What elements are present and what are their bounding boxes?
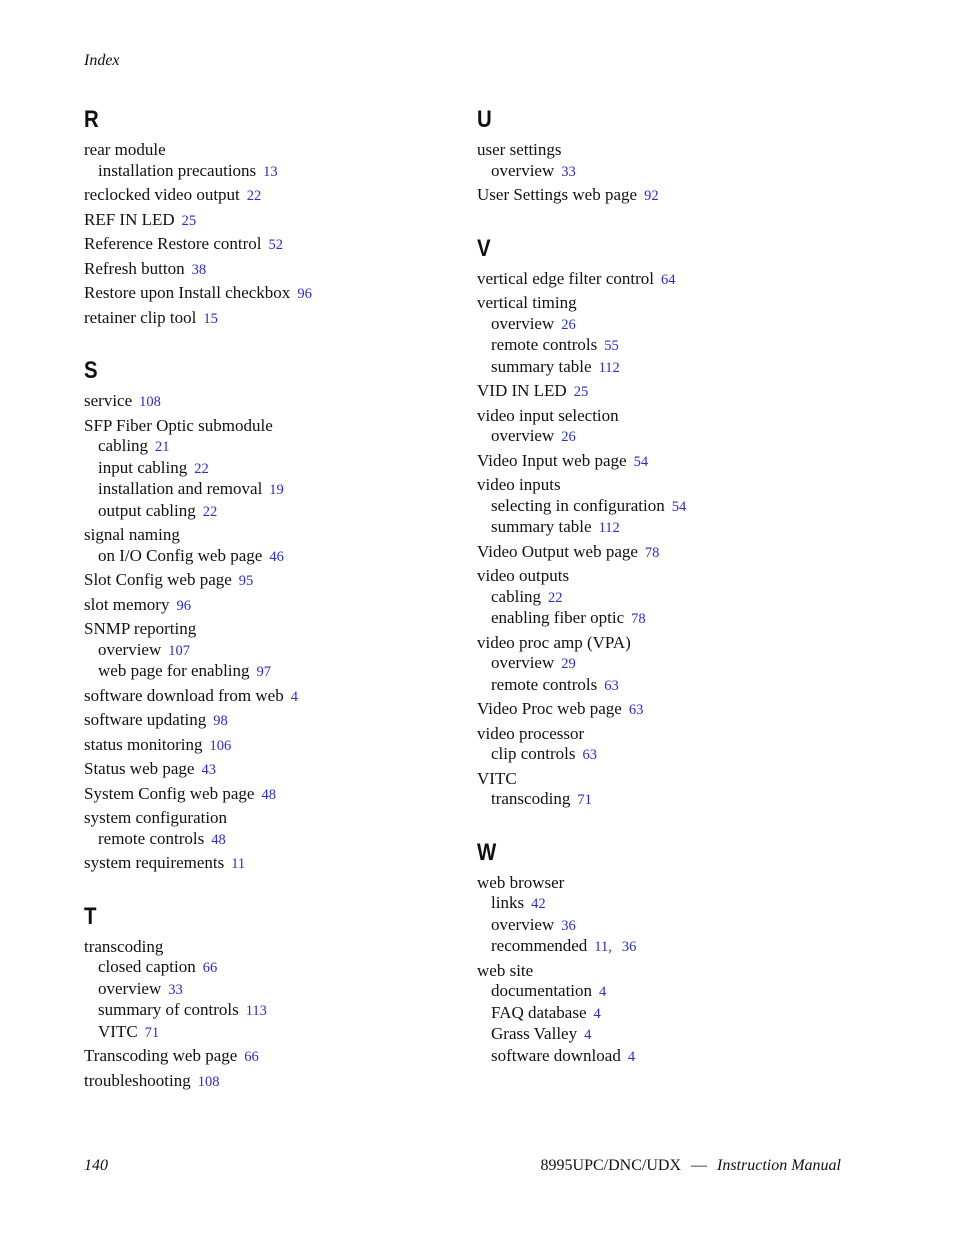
page-link[interactable]: 25 [573, 384, 589, 400]
index-entry [477, 633, 837, 697]
entry-line [84, 525, 444, 546]
entry-term: video proc amp (VPA) [477, 632, 631, 652]
subentry-line [477, 893, 837, 915]
index-section [84, 104, 444, 329]
entry-line [477, 269, 837, 291]
subentry-term: on I/O Config web page [98, 545, 263, 565]
entry-line [84, 1046, 444, 1068]
entry-line [84, 234, 444, 256]
subentry-line [477, 789, 837, 811]
page-link[interactable]: 4 [584, 1027, 592, 1043]
index-section [477, 233, 837, 811]
page-link[interactable]: 106 [209, 737, 232, 754]
page-link[interactable]: 4 [627, 1048, 636, 1065]
page-link[interactable]: 33 [168, 981, 183, 998]
page-link[interactable]: 22 [202, 503, 218, 520]
section-letter: W [477, 838, 497, 866]
subentry-term: installation precautions [98, 160, 257, 180]
index-entry [477, 566, 837, 630]
subentry-line [84, 436, 444, 458]
index-section [477, 837, 837, 1068]
entry-line [84, 686, 444, 708]
page-link[interactable]: 29 [561, 656, 576, 672]
entry-line [84, 308, 444, 330]
entry-term: Video Input web page [477, 450, 627, 470]
entry-term: Status web page [84, 759, 195, 778]
page-link[interactable]: 97 [256, 664, 272, 680]
subentry-term: summary table [491, 356, 592, 376]
index-entry [84, 710, 444, 732]
page-link[interactable]: 107 [168, 642, 191, 659]
page-link[interactable]: 46 [269, 548, 284, 565]
page-link[interactable]: 25 [181, 212, 197, 229]
entry-line [477, 140, 837, 161]
page-link[interactable]: 4 [290, 688, 298, 705]
index-entry [84, 210, 444, 232]
entry-line [477, 633, 837, 654]
page-link[interactable]: 54 [671, 498, 687, 515]
subentry-line [477, 161, 837, 183]
page-link[interactable]: 21 [155, 439, 170, 455]
page-link[interactable]: 98 [213, 713, 228, 729]
subentry-term: output cabling [98, 500, 196, 520]
subentry-term: overview [491, 426, 555, 445]
entry-line [477, 769, 837, 790]
index-entry [84, 416, 444, 523]
subentry-line [477, 587, 837, 609]
entry-term: slot memory [84, 594, 170, 614]
subentry-line [84, 640, 444, 662]
subentry-term: overview [98, 639, 162, 659]
page-link[interactable]: 26 [561, 316, 576, 333]
entry-term: Video Proc web page [477, 699, 622, 718]
page-link[interactable]: 22 [194, 460, 209, 477]
index-entry [477, 269, 837, 291]
index-section [84, 355, 444, 875]
footer-dash: — [691, 1157, 707, 1174]
subentry-term: VITC [98, 1021, 138, 1041]
entry-term: user settings [477, 140, 562, 159]
page-link[interactable]: 22 [548, 589, 563, 606]
subentry-term: input cabling [98, 457, 188, 477]
page-link[interactable]: 64 [661, 271, 676, 288]
entry-line [84, 210, 444, 232]
index-entry [84, 525, 444, 567]
page-link[interactable]: 19 [269, 482, 284, 498]
subentry-line [84, 458, 444, 480]
subentry-line [477, 357, 837, 379]
entry-term: troubleshooting [84, 1070, 191, 1090]
entry-term: vertical edge filter control [477, 268, 654, 288]
entry-line [84, 1071, 444, 1093]
subentry-line [477, 1024, 837, 1046]
subentry-term: closed caption [98, 957, 196, 976]
entry-term: status monitoring [84, 734, 203, 754]
page-link[interactable]: 36 [621, 939, 637, 955]
subentry-line [84, 957, 444, 979]
section-letter: U [477, 106, 492, 133]
index-entry [477, 542, 837, 564]
subentry-term: selecting in configuration [491, 495, 665, 515]
entry-line [84, 259, 444, 281]
page-number: 140 [84, 1157, 108, 1174]
entry-line [84, 185, 444, 207]
subentry-line [84, 501, 444, 523]
page-link[interactable]: 43 [201, 762, 216, 778]
subentry-term: enabling fiber optic [491, 608, 625, 627]
index-section [477, 104, 837, 207]
entry-term: retainer clip tool [84, 307, 197, 327]
page-link[interactable]: 13 [263, 163, 278, 180]
page-link[interactable]: 55 [604, 338, 619, 354]
entry-term: vertical timing [477, 293, 577, 312]
page-link[interactable]: 22 [246, 188, 262, 204]
entry-term: VITC [477, 768, 517, 788]
index-entry [84, 234, 444, 256]
page-link[interactable]: 48 [211, 831, 226, 848]
subentry-term: overview [491, 914, 555, 934]
index-entry [477, 293, 837, 378]
running-header: Index [84, 52, 120, 69]
entry-line [477, 406, 837, 427]
entry-line [84, 784, 444, 806]
page-link[interactable]: 96 [176, 597, 191, 614]
index-entry [84, 595, 444, 617]
subentry-term: installation and removal [98, 479, 263, 498]
subentry-line [477, 1003, 837, 1025]
subentry-term: summary table [491, 517, 592, 536]
running-footer [541, 1157, 841, 1175]
page-link[interactable]: 66 [202, 960, 218, 976]
section-letter: R [84, 106, 99, 133]
entry-line [477, 451, 837, 473]
page-link[interactable]: 63 [582, 747, 598, 763]
entry-term: transcoding [84, 936, 164, 956]
subentry-term: FAQ database [491, 1002, 587, 1022]
page-link[interactable]: 11 [231, 856, 246, 872]
subentry-term: overview [98, 978, 162, 998]
page-link[interactable]: 26 [561, 429, 576, 445]
subentry-line [477, 915, 837, 937]
entry-term: service [84, 391, 133, 410]
entry-term: video outputs [477, 566, 570, 585]
subentry-term: Grass Valley [491, 1024, 578, 1043]
entry-term: Reference Restore control [84, 234, 262, 253]
page-link[interactable]: 78 [644, 544, 660, 561]
entry-line [84, 853, 444, 875]
entry-term: software updating [84, 710, 207, 729]
entry-term: Restore upon Install checkbox [84, 283, 291, 302]
entry-term: system requirements [84, 853, 225, 872]
subentry-line [84, 1000, 444, 1022]
entry-line [84, 283, 444, 305]
index-entry [84, 619, 444, 683]
page-link[interactable]: 54 [633, 453, 649, 470]
entry-line [477, 185, 837, 207]
entry-line [84, 391, 444, 413]
entry-line [477, 566, 837, 587]
index-entry [84, 784, 444, 806]
page-link[interactable]: 63 [604, 677, 619, 694]
subentry-line [84, 661, 444, 683]
index-entry [84, 1071, 444, 1093]
entry-term: Video Output web page [477, 541, 638, 561]
entry-line [84, 416, 444, 437]
entry-line [84, 937, 444, 958]
page-link[interactable]: 4 [599, 984, 607, 1000]
entry-line [477, 542, 837, 564]
page-link[interactable]: 48 [261, 786, 276, 803]
entry-term: video processor [477, 723, 585, 743]
index-column-left [84, 104, 444, 1118]
page-link[interactable]: 11 [594, 939, 609, 955]
page-link[interactable]: 95 [238, 573, 254, 589]
entry-line [477, 699, 837, 721]
subentry-term: overview [491, 313, 555, 333]
page-link[interactable]: 36 [561, 917, 576, 934]
subentry-line [477, 1046, 837, 1068]
subentry-term: summary of controls [98, 1000, 239, 1019]
page-link[interactable]: 112 [598, 359, 620, 376]
entry-term: rear module [84, 140, 166, 159]
index-entry [84, 391, 444, 413]
page-link[interactable]: 38 [191, 261, 207, 278]
subentry-term: remote controls [491, 335, 598, 354]
entry-line [477, 475, 837, 496]
index-entry [84, 937, 444, 1044]
footer-product: 8995UPC/DNC/UDX [540, 1157, 681, 1174]
index-entry [477, 451, 837, 473]
entry-term: reclocked video output [84, 185, 240, 204]
page-link[interactable]: 33 [561, 163, 576, 180]
index-entry [84, 308, 444, 330]
entry-term: Slot Config web page [84, 570, 232, 589]
entry-line [477, 724, 837, 745]
index-entry [84, 686, 444, 708]
entry-line [477, 293, 837, 314]
entry-line [84, 735, 444, 757]
index-entry [477, 381, 837, 403]
subentry-term: cabling [491, 586, 542, 606]
page-link[interactable]: 71 [577, 792, 592, 808]
entry-term: Transcoding web page [84, 1046, 238, 1065]
page-link[interactable]: 108 [197, 1073, 220, 1090]
entry-term: VID IN LED [477, 381, 567, 400]
index-entry [477, 406, 837, 448]
subentry-line [477, 936, 837, 958]
entry-line [84, 595, 444, 617]
page-link[interactable]: 92 [644, 188, 659, 204]
section-letter: V [477, 234, 491, 262]
subentry-term: overview [491, 160, 555, 180]
subentry-line [84, 546, 444, 568]
subentry-line [477, 426, 837, 448]
page-link[interactable]: 15 [203, 310, 218, 327]
index-entry [477, 873, 837, 958]
subentry-term: remote controls [491, 674, 598, 694]
page-link[interactable]: 113 [245, 1003, 267, 1019]
index-entry [477, 185, 837, 207]
page-link[interactable]: 96 [297, 286, 312, 302]
entry-term: User Settings web page [477, 185, 638, 204]
entry-term: SNMP reporting [84, 619, 197, 638]
subentry-line [477, 314, 837, 336]
page-link[interactable]: 71 [144, 1024, 160, 1041]
index-entry [477, 724, 837, 766]
subentry-term: web page for enabling [98, 661, 250, 680]
index-column-right [477, 104, 837, 1093]
page-link[interactable]: 52 [268, 237, 283, 253]
page-link[interactable]: 78 [631, 611, 646, 627]
subentry-term: clip controls [491, 744, 576, 763]
subentry-line [84, 829, 444, 851]
subentry-term: remote controls [98, 828, 205, 848]
entry-line [84, 759, 444, 781]
index-entry [84, 735, 444, 757]
index-section [84, 901, 444, 1093]
index-entry [84, 259, 444, 281]
index-entry [477, 961, 837, 1068]
index-entry [84, 759, 444, 781]
entry-term: web browser [477, 872, 565, 892]
index-entry [477, 475, 837, 539]
entry-term: signal naming [84, 525, 180, 544]
entry-term: video inputs [477, 475, 561, 494]
page-separator: , [608, 939, 612, 955]
subentry-term: overview [491, 653, 555, 672]
index-entry [477, 699, 837, 721]
page-link[interactable]: 108 [139, 394, 161, 410]
entry-line [84, 808, 444, 829]
entry-term: software download from web [84, 685, 284, 705]
index-entry [84, 853, 444, 875]
entry-term: REF IN LED [84, 209, 175, 229]
entry-line [84, 570, 444, 592]
entry-line [477, 873, 837, 894]
subentry-term: transcoding [491, 789, 571, 808]
page-link[interactable]: 63 [628, 702, 644, 718]
subentry-term: documentation [491, 981, 593, 1000]
entry-line [477, 381, 837, 403]
index-entry [477, 140, 837, 182]
entry-term: system configuration [84, 808, 228, 827]
entry-term: SFP Fiber Optic submodule [84, 415, 273, 435]
subentry-term: cabling [98, 436, 149, 455]
entry-term: web site [477, 960, 534, 980]
subentry-line [477, 675, 837, 697]
subentry-line [84, 979, 444, 1001]
entry-term: System Config web page [84, 783, 255, 803]
entry-line [84, 140, 444, 161]
page-link[interactable]: 42 [531, 896, 546, 912]
subentry-term: software download [491, 1045, 621, 1065]
subentry-line [84, 1022, 444, 1044]
subentry-line [84, 479, 444, 501]
footer-doc-title: Instruction Manual [717, 1157, 841, 1174]
subentry-line [477, 496, 837, 518]
subentry-term: recommended [491, 936, 588, 955]
index-entry [84, 570, 444, 592]
entry-line [84, 619, 444, 640]
subentry-line [477, 981, 837, 1003]
subentry-line [477, 517, 837, 539]
page-link[interactable]: 4 [593, 1005, 601, 1022]
entry-term: video input selection [477, 405, 619, 425]
subentry-line [477, 653, 837, 675]
page-link[interactable]: 66 [244, 1049, 259, 1065]
index-entry [84, 140, 444, 182]
subentry-term: links [491, 893, 525, 912]
entry-term: Refresh button [84, 258, 185, 278]
section-letter: T [84, 902, 97, 930]
section-letter: S [84, 357, 98, 384]
entry-line [477, 961, 837, 982]
subentry-line [477, 608, 837, 630]
subentry-line [84, 161, 444, 183]
page-link[interactable]: 112 [598, 520, 620, 536]
subentry-line [477, 335, 837, 357]
subentry-line [477, 744, 837, 766]
index-entry [84, 185, 444, 207]
index-entry [477, 769, 837, 811]
entry-line [84, 710, 444, 732]
index-entry [84, 808, 444, 850]
index-entry [84, 1046, 444, 1068]
index-entry [84, 283, 444, 305]
